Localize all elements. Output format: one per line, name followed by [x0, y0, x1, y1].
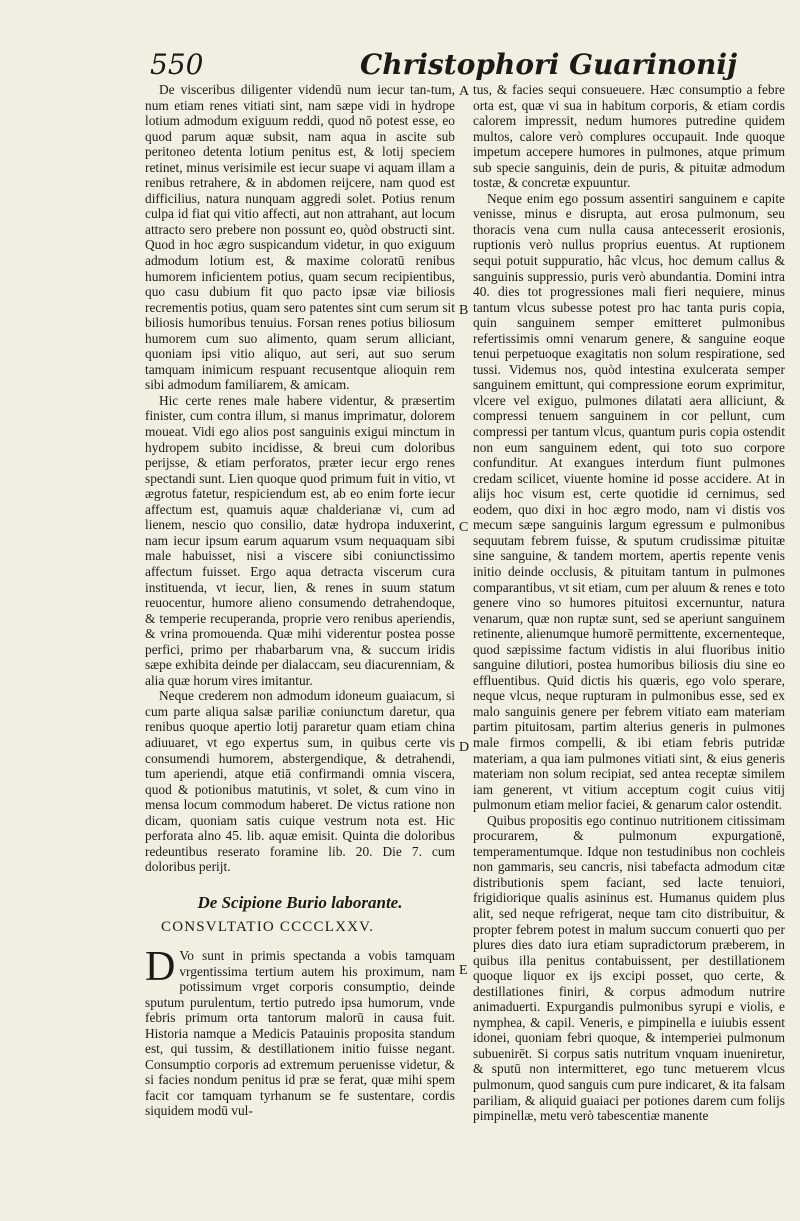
right-paragraph-1: tus, & facies sequi consueuere. Hæc consumptio a febre orta est, quæ vi sua in habitum corporis, & etiam cordis calorem impressit, nedum humores putredine quidem multos, calore verò complures occupauit. Inde quoque impetum accepere humores in pulmones, atque primum sub specie sanguinis, dein de puris, & pituitæ admodum tostæ, & concretæ expuuntur. [473, 82, 785, 191]
right-paragraph-2: Neque enim ego possum assentiri sanguinem e capite venisse, minus e disrupta, aut erosa pulmonum, seu thoracis vena cum nulla causa antecesserit erosionis, ruptionis verò nullus proprius euentus. At ruptionem sequi potuit suppuratio, hâc vlcus, hoc demum callus & sanguinis suppressio, puris verò abundantia. Domini intra 40. dies tot progressiones mali fieri nequiere, minus tantum vlcus subesse potest pro hac tanta puris copia, quin sanguinem semper emitteret pulmonibus refertissimis omni venarum genere, & sanguine eoque tenui perpetuoque exagitatis non solum respiratione, sed tussi. Videmus nos, quòd intestina exulcerata semper sanguinem emittunt, qui compressione eorum exprimitur, vlcere vel exiguo, pulmones dilatati aera alliciunt, & compressi tenuem sanguinem in cor pellunt, cum compressi per tantum vlcus, quantum puris copia ostendit non eum sanguinem edent, qui toto suo corpore confunditur. At exangues interdum fiunt pulmones credam scilicet, viuente homine id posse accidere. At in alijs hoc visum est, certe quotidie id cernimus, sed eodem, quo dixi in hoc ægro modo, nam vi distis vos mecum sæpe sanguinis largum egressum e pulmonibus sequutam febrem fuisse, & sputum crudissimæ pituitæ sine sanguine, & tandem mortem, apertis repente venis initio deinde occlusis, & pituitam tantum in pulmones comparantibus, vt sit etiam, cum per aluum & renes e toto genere vino so humores pituitosi excernuntur, natura venarum, quæ non ruptæ sunt, sed se aperiunt sanguinem retinente, alienumque humorē permittente, excernenteque, quod sæpissime factum vidistis in alui fluoribus initio sanguine dilutiori, postea humoribus biliosis diu sine eo effluentibus. Quid dictis his quæris, ego volo sperare, neque vlcus, neque rupturam in pulmonibus esse, sed ex malo sanguinis genere per febrem vitiato eam materiam partim pituitosam, partim alterius generis in pulmones male firmos compelli, & ibi etiam febris putridæ materiam, a qua iam pulmones vitiati sint, & eius generis materiam non solum recipiat, sed antea receptæ similem iam generent, vt vitium acceptum cogit cuius vitij pulmonum etiam melior faciei, & genarum calor ostendit. [473, 190, 785, 813]
drop-cap: D [145, 943, 176, 990]
page-header [150, 48, 760, 81]
page-number: 550 [150, 48, 204, 81]
margin-letter-c: C [459, 520, 469, 535]
left-column [145, 82, 455, 1119]
margin-letter-b: B [459, 303, 469, 318]
left-paragraph-2: Hic certe renes male habere videntur, & præsertim finister, cum contra illum, si manus imprimatur, dolorem moueat. Vidi ego alios post sanguinis exigui minctum in hydropem subito incidisse, & breui cum doloribus perijsse, & etiam perforatos, præter iecur ergo renes spectandi sunt. Lien quoque quod primum fuit in vitio, vt ægrotus fatetur, respiciendum est, ab eo enim forte iecur affectum est, quamuis aquæ chalderianæ vi, cum ad lienem, nescio quo consilio, datæ hydropa induxerint, nam iecur ipsum earum aquarum vsum nequaquam sibi male habuisset, nisi a viscere sibi coniunctissimo affectum fuisset. Ergo aqua detracta viscerum cura instituenda, vt iecur, lien, & renes in suum statum reuocentur, humore alieno consumendo detrahendoque, & temperie recuperanda, proprie vero renibus aperiendis, & vrina promouenda. Quæ mihi viderentur postea posse perfici, primo per rhabarbarum vna, & succum iridis sæpe exhibita deinde per dialaccam, seu diacurenniam, & alia quæ horum vires imitantur. [145, 392, 455, 688]
right-paragraph-3: Quibus propositis ego continuo nutritionem citissimam procurarem, & pulmonum expurgationē, temperamentumque. Idque non testudinibus non cochleis non gammaris, seu cancris, nisi tabefacta admodum citæ distributionis spem faciant, sed lacte tenuiori, frigidiorique qualis asininus est. Humanus quidem plus alit, sed neque refrigerat, neque tam cito distribuitur, & propter febrem potest in malum succum conuerti quo per plures dies dato iura etiam supradictorum præberem, in quibus illa penitus contabuissent, per destillationem quoque liquor ex ijs excipi posset, quo certe, & destillationes finiri, & corpus admodum nutrire animaduerti. Expurgandis pulmonibus syrupi e violis, e nymphea, & capil. Veneris, e pimpinella e iuiubis essent idonei, quoniam febri quoque, & intemperiei pulmonum subuenirēt. Si corpus satis nutritum vnquam inueniretur, & sputū non intermitteret, ego tunc metuerem vlcus pulmonum, quod sanguis cum pure indicaret, & ita falsam pariliam, & aliquid guaiaci per potiones darem cum folijs pimpinellæ, metu verò tabescentiæ manente [473, 812, 785, 1124]
margin-letter-d: D [459, 740, 470, 755]
opening-paragraph [145, 943, 455, 1119]
case-title: De Scipione Burio laborante. [197, 892, 403, 912]
left-paragraph-1: De visceribus diligenter videndū num iecur tan-tum, num etiam renes vitiati sint, nam sæpe vidi in hydrope lotium admodum exiguum reddi, quod nō potest esse, eo quod parum aquæ subsit, nam aqua in ascite sub peritoneo detenta lotium penitus est, & lotij speciem retinet, minus verisimile est iecur suape vi aquam illam a renibus retrahere, & in abdomen reijcere, nam quod est difficilius, natura nunquam aggredi solet. Potius renum culpa id fiat qui vitio affecti, aut non attrahant, aut locum attracto sero prebere non possunt eo, quòd obstructi sint. Quod in hoc ægro suspicandum videtur, in quo exiguum admodum lotium est, & maxime coloratū renibus humorem inficientem potius, quam secum recipientibus, quo casu dubium fit quo pacto ipsæ viæ biliosis recrementis potius, quam sero patentes sint cum serum sit biliosis humoribus tenuius. Forsan renes potius biliosum humorem cum suo alimento, quam serum alliciant, quoniam ipsi vitio aliquo, aut seri, aut suo serum tamquam inimicum respuant recusentque alioquin rem sibi admodum familiarem, & amicam. [145, 82, 455, 393]
left-paragraph-3: Neque crederem non admodum idoneum guaiacum, si cum parte aliqua salsæ pariliæ coniunctum daretur, qua renibus quoque apertio lotij pararetur quam etiam china adiuuaret, vt ego expertus sum, in quibus certe vis consumendi humorem, abstergendique, & detrahendi, tum aperiendi, atque etiā confirmandi omnia viscera, quod & potionibus matutinis, vt solet, & cum vino in mensa locum commodum haberet. De victus ratione non dicam, quoniam satis cuique vestrum nota est. Hic perforata alno 45. lib. aquæ emisit. Quinta die doloribus redeuntibus reserato foramine lib. 20. Die 7. cum doloribus perijt. [145, 688, 455, 875]
margin-letter-e: E [459, 963, 468, 978]
left-paragraph-4: Vo sunt in primis spectanda a vobis tamquam vrgentissima tertium autem his proximum, nam potissimum vrget corporis consumptio, deinde sputum purulentum, tertio putredo ipsa humorum, vnde febris primum orta tantorum malorū in causa fuit. Historia namque a Medicis Patauinis proposita standum est, qui tussim, & destillationem initio fuisse negant. Consumptio corporis ad extremum peruenisse videtur, & si facies nondum penitus id præ se ferat, quæ mihi spem facit cor tamquam tyrhanum se fe sustentare, cordis siquidem modū vul- [145, 947, 455, 1119]
margin-letter-a: A [459, 84, 470, 99]
consultation-heading: CONSVLTATIO CCCCLXXV. [161, 919, 375, 936]
running-title: Christophori Guarinonij [360, 48, 738, 81]
right-column [473, 82, 785, 1124]
